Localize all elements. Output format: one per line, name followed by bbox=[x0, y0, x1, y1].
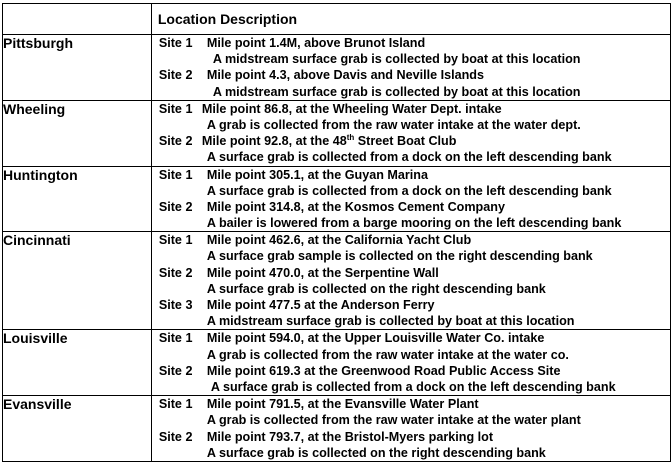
site-location: Mile point 314.8, at the Kosmos Cement Company bbox=[206, 199, 505, 214]
site-location bbox=[202, 133, 457, 149]
site-detail: A bailer is lowered from a barge mooring on the left descending bank bbox=[206, 216, 622, 231]
city-name: Pittsburgh bbox=[3, 35, 152, 101]
site-location-text: Mile point 92.8, at the 48 bbox=[201, 134, 347, 149]
site-label: Site 3 bbox=[158, 298, 193, 312]
city-name: Wheeling bbox=[3, 100, 152, 166]
site-location: Mile point 305.1, at the Guyan Marina bbox=[206, 167, 428, 182]
site-description-cell bbox=[151, 232, 670, 330]
site-label: Site 2 bbox=[158, 265, 193, 280]
site-detail: A surface grab sample is collected on the right descending bank bbox=[206, 249, 593, 264]
site-label: Site 2 bbox=[158, 429, 193, 444]
ordinal-suffix: th bbox=[346, 132, 355, 142]
site-description-cell bbox=[151, 396, 670, 462]
site-detail: A grab is collected from the raw water intake at the water plant bbox=[206, 413, 581, 428]
site-label: Site 2 bbox=[158, 363, 193, 378]
site-label: Site 1 bbox=[158, 233, 193, 248]
site-location: Mile point 594.0, at the Upper Louisville Water Co. intake bbox=[206, 331, 545, 346]
site-location: Mile point 4.3, above Davis and Neville Islands bbox=[206, 68, 484, 83]
site-detail: A grab is collected from the raw water intake at the water dept. bbox=[206, 117, 581, 132]
table-row bbox=[3, 166, 671, 232]
site-detail: A surface grab is collected from a dock on the left descending bank bbox=[206, 183, 612, 198]
site-label: Site 1 bbox=[158, 36, 193, 50]
site-location: Mile point 619.3 at the Greenwood Road Public Access Site bbox=[206, 363, 561, 378]
table-row bbox=[3, 35, 671, 101]
site-detail: A grab is collected from the raw water intake at the water co. bbox=[206, 347, 569, 362]
site-location-text: Street Boat Club bbox=[354, 134, 457, 149]
site-detail: A midstream surface grab is collected by boat at this location bbox=[212, 84, 581, 99]
site-location: Mile point 793.7, at the Bristol-Myers parking lot bbox=[206, 429, 494, 444]
site-label: Site 1 bbox=[158, 331, 193, 346]
site-description-cell bbox=[151, 330, 670, 396]
header-description: Location Description bbox=[151, 4, 670, 35]
site-location: Mile point 470.0, at the Serpentine Wall bbox=[206, 265, 439, 280]
site-label: Site 2 bbox=[158, 134, 193, 149]
site-description-cell bbox=[151, 35, 670, 101]
city-name: Huntington bbox=[3, 166, 152, 232]
table-row bbox=[3, 330, 671, 396]
site-detail: A surface grab is collected from a dock on the left descending bank bbox=[210, 379, 616, 394]
header-city-cell bbox=[3, 4, 152, 35]
site-detail: A midstream surface grab is collected by boat at this location bbox=[212, 52, 581, 67]
table-row bbox=[3, 232, 671, 330]
site-location: Mile point 477.5 at the Anderson Ferry bbox=[206, 298, 435, 312]
site-description-cell bbox=[151, 100, 670, 166]
site-label: Site 1 bbox=[158, 397, 193, 412]
site-label: Site 2 bbox=[158, 68, 193, 83]
site-detail: A midstream surface grab is collected by boat at this location bbox=[206, 314, 575, 329]
site-detail: A surface grab is collected on the right descending bank bbox=[206, 445, 546, 460]
site-detail: A surface grab is collected on the right descending bank bbox=[206, 281, 546, 296]
site-description-cell bbox=[151, 166, 670, 232]
city-name: Cincinnati bbox=[3, 232, 152, 330]
site-detail: A surface grab is collected from a dock on the left descending bank bbox=[206, 150, 612, 165]
city-name: Louisville bbox=[3, 330, 152, 396]
table-row bbox=[3, 396, 671, 462]
site-label: Site 2 bbox=[158, 199, 193, 214]
site-location: Mile point 1.4M, above Brunot Island bbox=[206, 36, 426, 50]
city-name: Evansville bbox=[3, 396, 152, 462]
site-location: Mile point 791.5, at the Evansville Water Plant bbox=[206, 397, 479, 412]
table-row bbox=[3, 100, 671, 166]
site-label: Site 1 bbox=[158, 101, 193, 116]
header-row bbox=[3, 4, 671, 35]
site-location: Mile point 86.8, at the Wheeling Water Dept. intake bbox=[201, 101, 502, 116]
location-table bbox=[2, 3, 671, 462]
site-label: Site 1 bbox=[158, 167, 193, 182]
site-location: Mile point 462.6, at the California Yacht Club bbox=[206, 233, 472, 248]
